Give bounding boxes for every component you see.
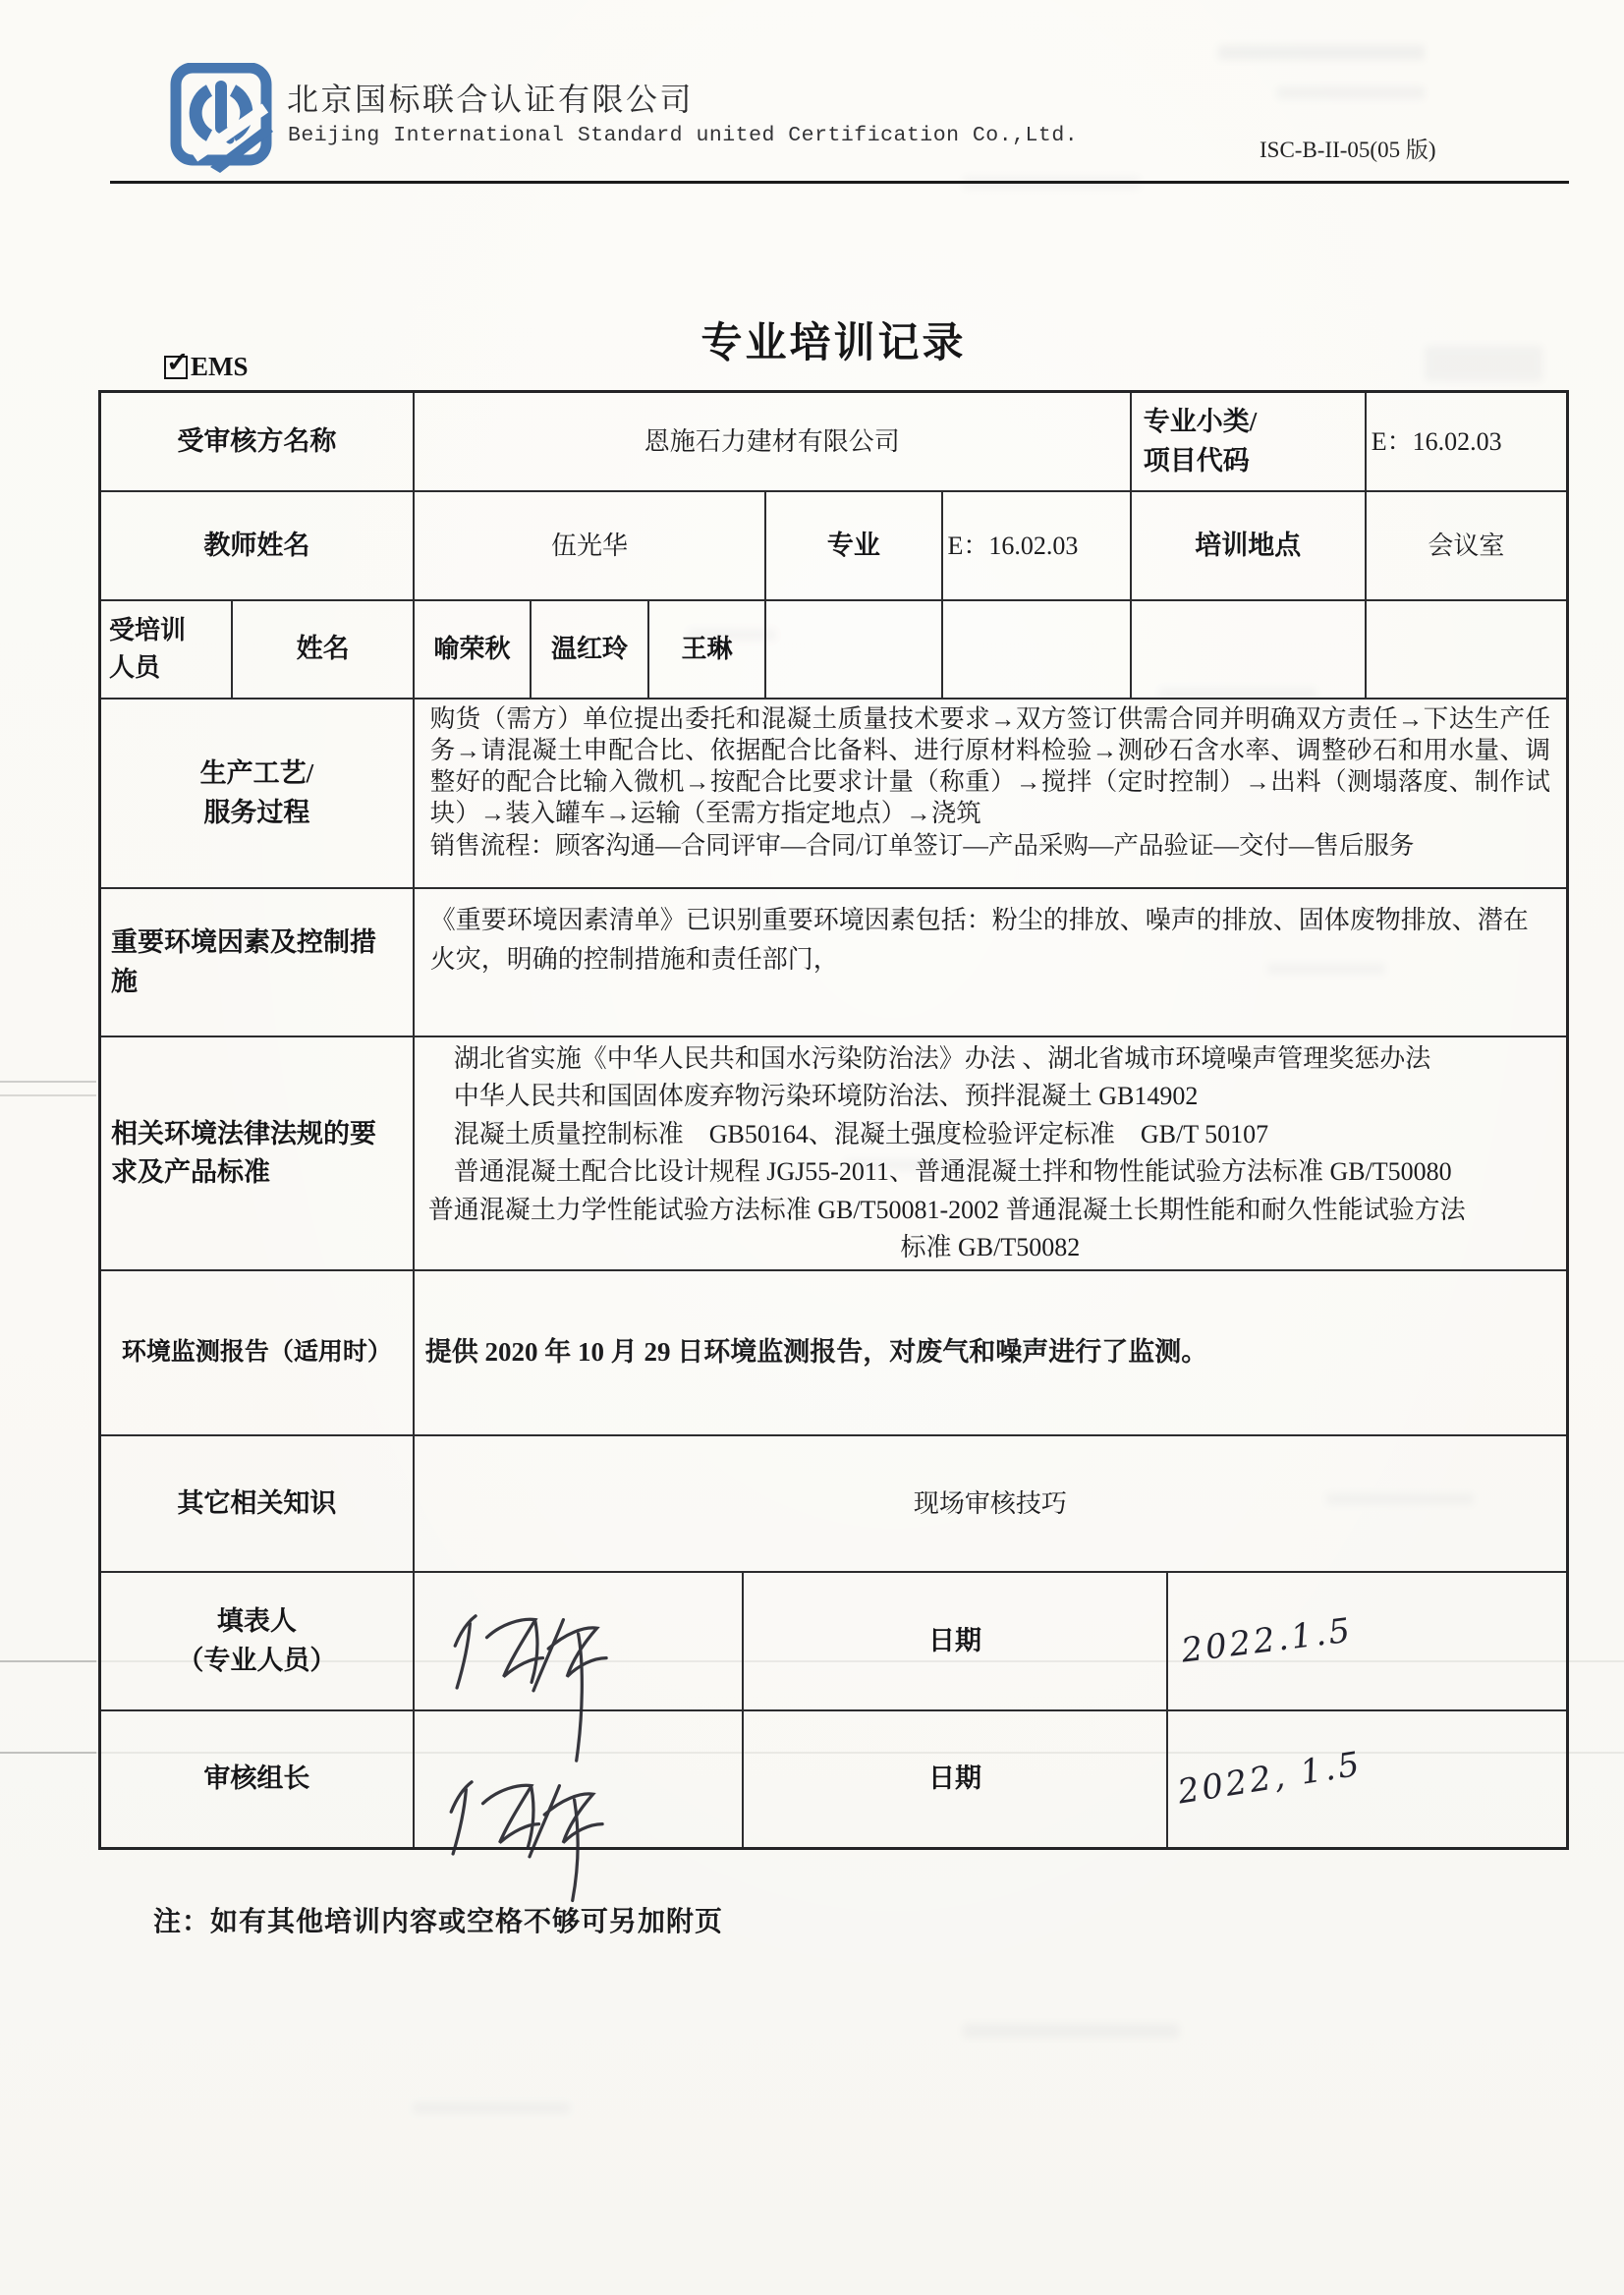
project-code-label: 专业小类/ 项目代码 <box>1132 393 1367 490</box>
audit-leader-signature-scribble <box>436 1761 623 1915</box>
legal-requirements-value: 湖北省实施《中华人民共和国水污染防治法》办法 、湖北省城市环境噪声管理奖惩办法 中华人民共和国固体废弃物污染环境防治法、预拌混凝土 GB14902 混凝土质量控制标准 GB50164、混凝土强度检验评定标准 GB/T 50107 普通混凝土配合比设计规程 JGJ55-2011、普通混凝土拌和物性能试验方法标准 GB/T50080 普通混凝土力学性能试验方法标准 GB/T50081-2002 普通混凝土长期性能和耐久性能试验方法 标准 GB/T50082 <box>427 1043 1466 1261</box>
env-factors-value: 《重要环境因素清单》已识别重要环境因素包括：粉尘的排放、噪声的排放、固体废物排放、潜在火灾，明确的控制措施和责任部门， <box>429 906 1529 974</box>
bleedthrough-artifact <box>413 2102 570 2114</box>
trainee-empty-cell <box>766 601 942 698</box>
preparer-label: 填表人 （专业人员） <box>101 1573 415 1709</box>
audit-leader-date-handwriting: 2022, 1.5 <box>1175 1744 1366 1813</box>
monitoring-report-label: 环境监测报告（适用时） <box>101 1271 415 1434</box>
trainee-name: 喻荣秋 <box>415 601 532 698</box>
trainee-name: 王琳 <box>649 601 767 698</box>
row-monitoring-report <box>101 1271 1566 1436</box>
date-label: 日期 <box>744 1573 1167 1709</box>
auditee-value: 恩施石力建材有限公司 <box>415 393 1132 490</box>
preparer-date-handwriting: 2022.1.5 <box>1179 1610 1356 1671</box>
bleedthrough-artifact <box>1277 86 1425 99</box>
training-location-value: 会议室 <box>1428 531 1505 560</box>
company-logo-icon <box>169 63 273 178</box>
other-knowledge-label: 其它相关知识 <box>101 1436 415 1571</box>
bleedthrough-artifact <box>1218 45 1425 60</box>
ems-label: EMS <box>191 352 249 381</box>
major-label: 专业 <box>766 492 942 599</box>
date-label: 日期 <box>744 1711 1167 1847</box>
trainee-empty-cell <box>943 601 1132 698</box>
form-code: ISC-B-II-05(05 版) <box>1260 138 1436 162</box>
page-title: 专业培训记录 <box>700 321 967 366</box>
letterhead-rule <box>110 181 1569 184</box>
trainee-empty-cell <box>1367 601 1566 698</box>
auditee-label: 受审核方名称 <box>101 393 415 490</box>
row-auditee <box>101 393 1566 492</box>
monitoring-report-value: 提供 2020 年 10 月 29 日环境监测报告，对废气和噪声进行了监测。 <box>424 1337 1208 1368</box>
audit-leader-label: 审核组长 <box>101 1711 415 1847</box>
row-other-knowledge <box>101 1436 1566 1573</box>
company-name-cn: 北京国标联合认证有限公司 <box>287 82 695 117</box>
row-trainees <box>101 601 1566 700</box>
legal-requirements-label: 相关环境法律法规的要 求及产品标准 <box>101 1037 415 1269</box>
checked-checkbox-icon: ✓ <box>166 347 190 378</box>
trainee-empty-cell <box>1132 601 1367 698</box>
process-value: 购货（需方）单位提出委托和混凝土质量技术要求→双方签订供需合同并明确双方责任→下达生产任务→请混凝土申配合比、依据配合比备料、进行原材料检验→测砂石含水率、调整砂石和用水量、调整好的配合比输入微机→按配合比要求计量（称重）→搅拌（定时控制）→出料（测塌落度、制作试块）→装入罐车→运输（至需方指定地点）→浇筑 销售流程：顾客沟通—合同评审—合同/订单签订—产品采购—产品验证—交付—售后服务 <box>429 704 1550 860</box>
process-label: 生产工艺/ 服务过程 <box>101 700 415 887</box>
row-teacher <box>101 492 1566 601</box>
company-name-en: Beijing International Standard united Certification Co.,Ltd. <box>288 124 1079 147</box>
footer-note: 注：如有其他培训内容或空格不够可另加附页 <box>153 1907 724 1937</box>
scan-artifact-line <box>0 1660 96 1662</box>
teacher-label: 教师姓名 <box>101 492 415 599</box>
bleedthrough-artifact <box>963 2024 1179 2038</box>
trainee-name: 温红玲 <box>532 601 649 698</box>
major-value: E：16.02.03 <box>943 492 1132 599</box>
scan-artifact-line <box>0 1094 96 1096</box>
trainee-name-label: 姓名 <box>233 601 414 698</box>
row-process <box>101 700 1566 889</box>
env-factors-label: 重要环境因素及控制措 施 <box>101 889 415 1036</box>
ems-checkbox-row <box>164 347 249 382</box>
other-knowledge-value: 现场审核技巧 <box>913 1488 1067 1518</box>
training-location-label: 培训地点 <box>1132 492 1367 599</box>
scan-artifact-line <box>0 1081 96 1083</box>
project-code-value: E：16.02.03 <box>1371 426 1502 456</box>
trainee-group-label: 受培训 人员 <box>101 601 233 698</box>
teacher-value: 伍光华 <box>415 492 767 599</box>
row-env-factors <box>101 889 1566 1037</box>
scan-artifact-line <box>0 1752 96 1754</box>
row-legal-requirements <box>101 1037 1566 1271</box>
